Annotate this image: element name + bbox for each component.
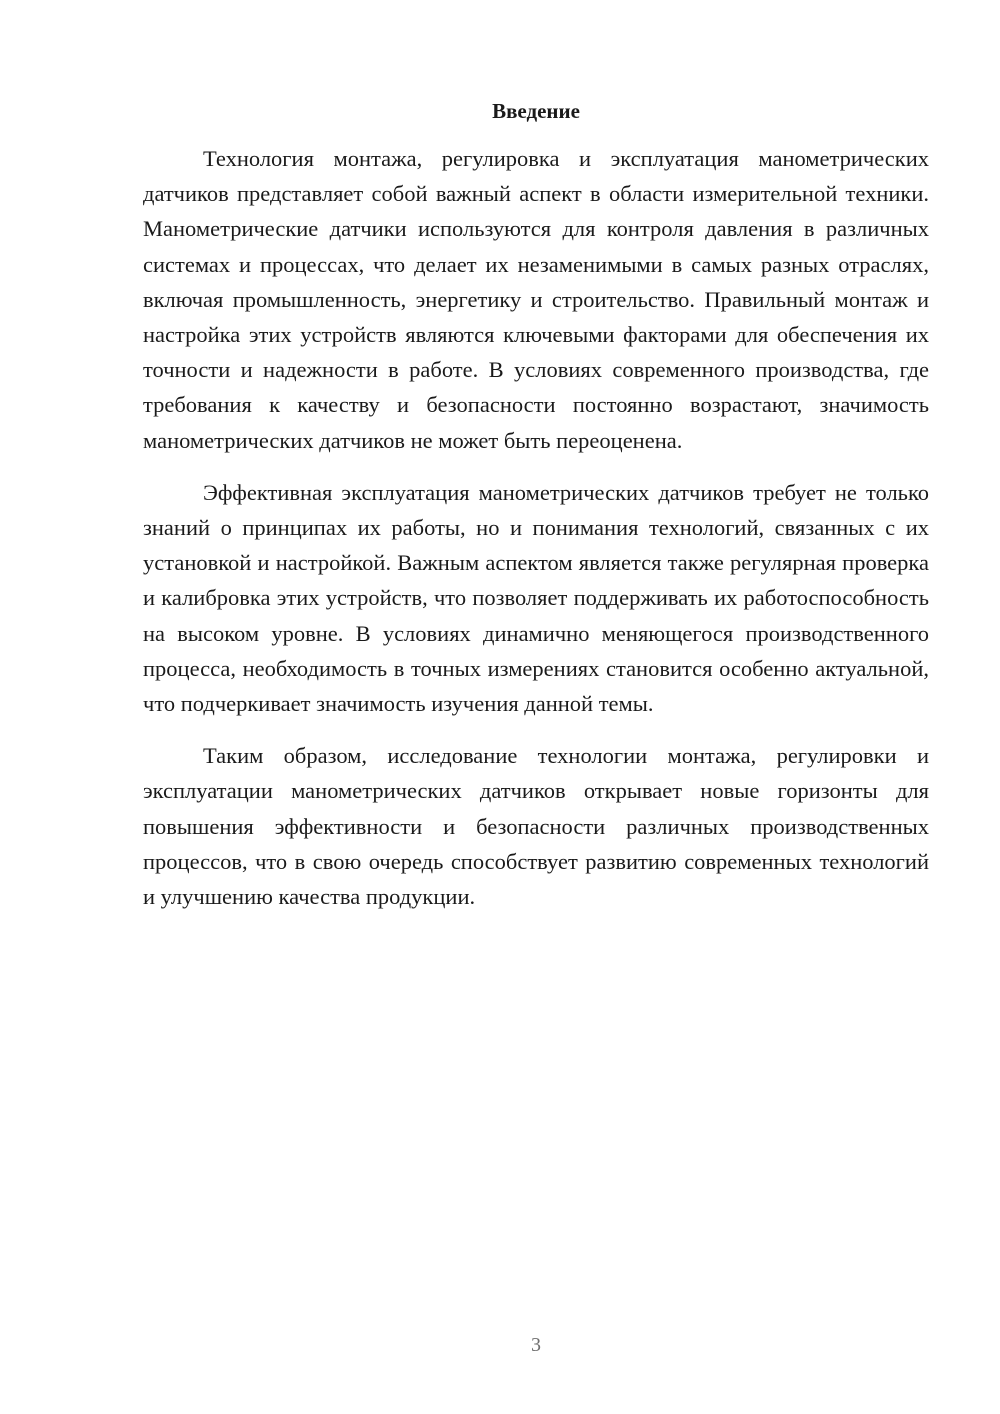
paragraph-2: Эффективная эксплуатация манометрических датчиков требует не только знаний о принципах их работы, но и понимания технологий, связанных с их установкой и настройкой. Важным аспектом является также регулярная проверка и калибровка этих устройств, что позволяет поддерживать их работоспособность на высоком уровне. В условиях динамично меняющегося производственного процесса, необходимость в точных измерениях становится особенно актуальной, что подчеркивает значимость изучения данной темы. — [143, 479, 929, 717]
page-number: 3 — [531, 1334, 541, 1356]
paragraph-3: Таким образом, исследование технологии монтажа, регулировки и эксплуатации манометрических датчиков открывает новые горизонты для повышения эффективности и безопасности различных производственных процессов, что в свою очередь способствует развитию современных технологий и улучшению качества продукции. — [143, 743, 929, 910]
section-heading: Введение — [492, 99, 580, 123]
paragraph-1: Технология монтажа, регулировка и эксплуатация манометрических датчиков представляет собой важный аспект в области измерительной техники. Манометрические датчики используются для контроля давления в различных системах и процессах, что делает их незаменимыми в самых разных отраслях, включая промышленность, энергетику и строительство. Правильный монтаж и настройка этих устройств являются ключевыми факторами для обеспечения их точности и надежности в работе. В условиях современного производства, где требования к качеству и безопасности постоянно возрастают, значимость манометрических датчиков не может быть переоценена. — [143, 146, 929, 453]
page-content — [143, 96, 929, 914]
